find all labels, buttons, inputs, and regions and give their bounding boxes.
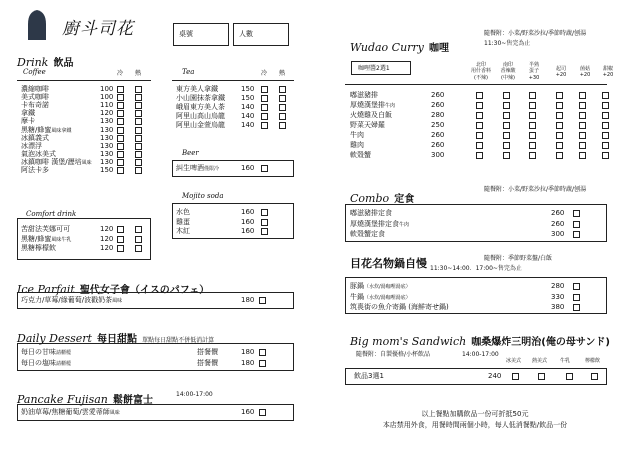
sandwich-title-en: Big mom's Sandwich: [350, 335, 467, 348]
sandwich-checkbox[interactable]: [566, 373, 573, 380]
beer-checkbox[interactable]: [261, 165, 268, 172]
mojito-item: [176, 228, 190, 235]
sandwich-item-price: 240: [488, 372, 502, 380]
coffee-checkbox[interactable]: [135, 102, 142, 109]
hotpot-meal-note: 隨餐附：季節野菜盤/白飯: [484, 255, 553, 262]
pancake-item-note: 風味: [109, 410, 120, 416]
curry-item-name: 嘟滋豬排: [350, 91, 378, 99]
sandwich-drink-col: 檸檬飲: [585, 358, 601, 364]
combo-item-name: 軟殼蟹定食: [350, 230, 385, 238]
coffee-checkbox[interactable]: [135, 94, 142, 101]
coffee-item-price: 130: [100, 125, 114, 134]
combo-meal-note: 隨餐附：小菜/野菜沙拉/季節時蔬/刨湯: [484, 186, 587, 193]
tea-item-price: 150: [241, 85, 255, 93]
coffee-checkbox[interactable]: [117, 127, 124, 134]
curry-checkbox[interactable]: [556, 92, 563, 99]
table-number-field[interactable]: [173, 23, 229, 46]
sandwich-time: 14:00-17:00: [462, 351, 499, 358]
parfait-checkbox[interactable]: [259, 297, 266, 304]
dessert-checkbox[interactable]: [259, 360, 266, 367]
beer-title: Beer: [182, 149, 199, 157]
logo-text: 廚斗司花: [62, 19, 134, 39]
combo-item: [350, 221, 409, 228]
curry-item-name: 火燒雞及白飯: [350, 111, 392, 119]
coffee-item-name: 冰鎮咖啡 漢堡/瀝培: [21, 157, 82, 166]
table-number-label: 桌號: [179, 30, 193, 38]
curry-item-price: 260: [431, 141, 445, 149]
mojito-item-price: 160: [241, 208, 255, 216]
coffee-item-name: 阿法卡多: [21, 166, 49, 174]
tea-item-name: 阿里山高山烏龍: [176, 112, 225, 120]
curry-item-price: 280: [431, 111, 445, 119]
curry-checkbox[interactable]: [602, 92, 609, 99]
curry-checkbox[interactable]: [556, 102, 563, 109]
curry-checkbox[interactable]: [503, 152, 510, 159]
hotpot-item-price: 280: [551, 282, 565, 290]
curry-item-name: 厚燒漢堡排: [350, 101, 385, 109]
parfait-item-price: 180: [241, 296, 255, 304]
tea-item-name: 小山園抹茶拿鐵: [176, 94, 225, 102]
sandwich-drink-col: 冰美式: [506, 358, 522, 364]
coffee-item-price: 100: [100, 93, 114, 102]
dessert-item-note: 請櫃檯: [56, 361, 72, 367]
coffee-item: [21, 118, 35, 125]
curry-item-name: 雞肉: [350, 141, 364, 149]
coffee-item: [21, 143, 42, 150]
comfort-checkbox[interactable]: [135, 236, 142, 243]
curry-checkbox[interactable]: [579, 122, 586, 129]
combo-title-zh: 定食: [394, 194, 415, 205]
coffee-title: Coffee: [23, 68, 46, 76]
sandwich-drink-col: 熱美式: [532, 358, 548, 364]
coffee-item-price: 130: [100, 117, 114, 126]
combo-item-price: 300: [551, 230, 565, 238]
coffee-checkbox[interactable]: [117, 143, 124, 150]
curry-column-header: 起司 +20: [555, 66, 567, 79]
coffee-item-price: 110: [100, 101, 114, 110]
curry-item: [350, 102, 395, 109]
coffee-item-name: 拿鐵: [21, 109, 35, 118]
curry-checkbox[interactable]: [556, 132, 563, 139]
comfort-item: [21, 236, 71, 243]
coffee-checkbox[interactable]: [135, 135, 142, 142]
dessert-item-option: 搭餐價: [197, 348, 218, 356]
curry-checkbox[interactable]: [602, 132, 609, 139]
dessert-title-zh: 每日甜點: [97, 334, 138, 345]
coffee-checkbox[interactable]: [135, 118, 142, 125]
sandwich-item-name: 飲品3選1: [354, 372, 384, 380]
coffee-item-price: 100: [100, 85, 114, 93]
hotpot-checkbox[interactable]: [573, 283, 580, 290]
coffee-item: [21, 167, 49, 174]
hotpot-item-note: （水炊/湯咖哩湯底）: [364, 284, 411, 290]
combo-checkbox[interactable]: [573, 210, 580, 217]
curry-checkbox[interactable]: [476, 102, 483, 109]
dessert-item-option: 搭餐價: [197, 359, 218, 367]
curry-item-price: 260: [431, 91, 445, 99]
curry-checkbox[interactable]: [503, 92, 510, 99]
coffee-checkbox[interactable]: [117, 94, 124, 101]
curry-column-header: 甜椒 +20: [602, 66, 614, 79]
dessert-item-price: 180: [241, 348, 255, 356]
coffee-item-name: 美式咖啡: [21, 93, 49, 102]
curry-item: [350, 92, 378, 99]
curry-checkbox[interactable]: [529, 92, 536, 99]
curry-checkbox[interactable]: [476, 122, 483, 129]
sandwich-checkbox[interactable]: [591, 373, 598, 380]
parfait-item-note: 風味: [112, 298, 123, 304]
curry-checkbox[interactable]: [556, 152, 563, 159]
coffee-item-name: 摩卡: [21, 117, 35, 126]
tea-item-price: 140: [241, 103, 255, 111]
hotpot-item-price: 330: [551, 292, 565, 301]
curry-item: [350, 152, 371, 159]
curry-checkbox[interactable]: [602, 152, 609, 159]
tea-checkbox[interactable]: [279, 104, 286, 111]
beer-item-price: 160: [241, 164, 255, 172]
coffee-checkbox[interactable]: [117, 135, 124, 142]
dessert-item-price: 180: [241, 359, 255, 367]
hotpot-item-name: 豚鍋: [350, 282, 364, 290]
curry-checkbox[interactable]: [602, 122, 609, 129]
dessert-checkbox[interactable]: [259, 349, 266, 356]
coffee-checkbox[interactable]: [135, 86, 142, 93]
curry-title: [350, 36, 449, 55]
combo-item-price: 260: [551, 219, 565, 228]
hotpot-checkbox[interactable]: [573, 294, 580, 301]
tea-item-name: 阿里山金萱烏龍: [176, 121, 225, 129]
beer-item-note: 僅限冷: [204, 166, 220, 172]
coffee-item: [21, 159, 92, 166]
mojito-item-name: 水色: [176, 208, 190, 216]
mojito-title: Mojito soda: [182, 192, 224, 200]
coffee-item-note: 風味拿鐵: [51, 127, 72, 134]
pancake-item-price: 160: [241, 408, 255, 416]
coffee-item-price: 130: [100, 149, 114, 158]
coffee-checkbox[interactable]: [117, 167, 124, 174]
parfait-title-zh: 聖代女子會（イスのパフェ）: [79, 285, 210, 296]
coffee-checkbox[interactable]: [117, 151, 124, 158]
logo: [22, 8, 152, 42]
combo-checkbox[interactable]: [573, 231, 580, 238]
tea-item: [176, 113, 225, 120]
mojito-frame: [172, 203, 294, 239]
curry-checkbox[interactable]: [503, 132, 510, 139]
mojito-checkbox[interactable]: [261, 209, 268, 216]
coffee-item-price: 120: [100, 109, 114, 118]
pancake-title-en: Pancake Fujisan: [17, 393, 108, 406]
curry-checkbox[interactable]: [579, 112, 586, 119]
mojito-item: [176, 219, 190, 226]
mojito-item-price: 160: [241, 227, 255, 235]
tea-col-cold: 冷: [261, 70, 268, 77]
curry-item: [350, 112, 392, 119]
hotpot-time: 11:30~14:00．17:00~售完為止: [430, 265, 522, 272]
comfort-checkbox[interactable]: [117, 236, 124, 243]
combo-item-name: 嘟滋豬排定食: [350, 209, 392, 217]
curry-meal-note: 隨餐附：小菜/野菜沙拉/季節時蔬/刨湯: [484, 30, 587, 37]
coffee-col-cold: 冷: [117, 70, 124, 77]
curry-checkbox[interactable]: [579, 152, 586, 159]
dessert-subtitle: 單點每日甜點不併低消計算: [142, 337, 215, 344]
curry-checkbox[interactable]: [556, 142, 563, 149]
coffee-item: [21, 86, 49, 93]
curry-column-header: 半熟 蛋子 +30: [528, 62, 540, 81]
mojito-item-name: 木紅: [176, 227, 190, 235]
parfait-item-name: 巧克力/草莓/綠葡萄/波戳奶茶風味: [21, 296, 123, 304]
curry-checkbox[interactable]: [503, 102, 510, 109]
coffee-checkbox[interactable]: [135, 159, 142, 166]
curry-title-zh: 咖哩: [429, 43, 449, 54]
comfort-item-price: 120: [100, 234, 114, 243]
drink-title-en: Drink: [17, 56, 49, 69]
tea-checkbox[interactable]: [279, 86, 286, 93]
curry-checkbox[interactable]: [556, 112, 563, 119]
tea-checkbox[interactable]: [261, 104, 268, 111]
coffee-checkbox[interactable]: [117, 102, 124, 109]
curry-item-price: 260: [431, 101, 445, 109]
tea-checkbox[interactable]: [261, 95, 268, 102]
coffee-item: [21, 135, 49, 142]
curry-item-name: 野菜天婦羅: [350, 121, 385, 129]
sandwich-title-zh: 咖桑爆炸三明治(俺の母サンド): [471, 337, 610, 348]
curry-title-en: Wudao Curry: [350, 41, 424, 54]
dessert-item-name: 每日の塩味: [21, 359, 56, 367]
comfort-item-price: 120: [100, 225, 114, 233]
coffee-item-name: 卡布奇諾: [21, 101, 49, 110]
drink-title-zh: 飲品: [53, 58, 74, 69]
coffee-item-price: 150: [100, 166, 114, 174]
comfort-title: Comfort drink: [26, 210, 77, 218]
curry-checkbox[interactable]: [579, 102, 586, 109]
comfort-item-name: 苦甜法芙娜可可: [21, 225, 70, 233]
sandwich-meal-note: 隨餐附：自製優格/小杯飲品: [356, 351, 431, 358]
beer-item: [176, 165, 219, 172]
tea-divider: [172, 80, 294, 81]
curry-checkbox[interactable]: [602, 142, 609, 149]
sandwich-checkbox[interactable]: [512, 373, 519, 380]
coffee-checkbox[interactable]: [117, 110, 124, 117]
tea-checkbox[interactable]: [261, 113, 268, 120]
tea-checkbox[interactable]: [261, 122, 268, 129]
mojito-item-name: 雞蛋: [176, 217, 190, 226]
logo-emblem-icon: [24, 10, 50, 40]
coffee-checkbox[interactable]: [135, 110, 142, 117]
curry-time: 11:30~售完為止: [484, 40, 531, 47]
coffee-item-price: 130: [100, 141, 114, 150]
combo-title-en: Combo: [350, 192, 390, 205]
tea-item: [176, 86, 218, 93]
curry-checkbox[interactable]: [602, 112, 609, 119]
sandwich-checkbox[interactable]: [538, 373, 545, 380]
curry-checkbox[interactable]: [476, 92, 483, 99]
hotpot-item: [350, 283, 411, 290]
tea-item-price: 150: [241, 94, 255, 102]
comfort-item-name: 黑糖檸檬飲: [21, 244, 56, 252]
coffee-divider: [17, 80, 151, 81]
tea-item: [176, 104, 225, 111]
tea-checkbox[interactable]: [261, 86, 268, 93]
curry-item-name: 軟殼蟹: [350, 151, 371, 159]
curry-checkbox[interactable]: [476, 152, 483, 159]
dessert-item-note: 請櫃檯: [56, 350, 72, 356]
curry-checkbox[interactable]: [579, 132, 586, 139]
curry-checkbox[interactable]: [602, 102, 609, 109]
tea-item-name: 峨眉東方美人茶: [176, 103, 225, 111]
coffee-checkbox[interactable]: [135, 127, 142, 134]
curry-checkbox[interactable]: [476, 112, 483, 119]
hotpot-item-note: （水炊/湯咖哩湯底）: [364, 294, 411, 301]
dessert-item: [21, 349, 71, 356]
coffee-checkbox[interactable]: [117, 118, 124, 125]
people-count-field[interactable]: [233, 23, 289, 46]
curry-item: [350, 142, 364, 149]
mojito-item: [176, 209, 190, 216]
people-count-label: 人數: [239, 30, 253, 38]
curry-checkbox[interactable]: [503, 112, 510, 119]
pancake-item-name: 奶油草莓/焦糖葡萄/雲愛蒂師風味: [21, 408, 120, 416]
hotpot-checkbox[interactable]: [573, 304, 580, 311]
curry-item-price: 250: [431, 121, 445, 129]
coffee-item-name: 冰漂浮: [21, 141, 42, 150]
coffee-item-note: 風味: [81, 159, 92, 166]
sandwich-title: [350, 330, 610, 349]
dessert-title-en: Daily Dessert: [17, 332, 92, 345]
curry-item-price: 260: [431, 131, 445, 139]
curry-checkbox[interactable]: [503, 142, 510, 149]
curry-checkbox[interactable]: [579, 142, 586, 149]
curry-checkbox[interactable]: [529, 152, 536, 159]
comfort-item-note: 風味牛乳: [51, 236, 72, 243]
curry-checkbox[interactable]: [503, 122, 510, 129]
comfort-item: [21, 245, 56, 252]
combo-checkbox[interactable]: [573, 221, 580, 228]
curry-item-price: 300: [431, 151, 445, 159]
tea-item: [176, 122, 225, 129]
coffee-item-price: 130: [100, 133, 114, 142]
hotpot-item-price: 380: [551, 303, 565, 311]
comfort-checkbox[interactable]: [135, 226, 142, 233]
coffee-checkbox[interactable]: [135, 167, 142, 174]
curry-checkbox[interactable]: [529, 142, 536, 149]
combo-item-note: 牛肉: [399, 221, 410, 228]
coffee-col-hot: 熱: [135, 70, 142, 77]
tea-title: Tea: [182, 68, 195, 76]
coffee-item-name: 氣泡冰美式: [21, 149, 56, 158]
comfort-item-price: 120: [100, 244, 114, 252]
mojito-checkbox[interactable]: [261, 228, 268, 235]
tea-checkbox[interactable]: [279, 113, 286, 120]
tea-checkbox[interactable]: [279, 122, 286, 129]
curry-checkbox[interactable]: [579, 92, 586, 99]
coffee-item-name: 黑糖/蜂蜜: [21, 125, 52, 134]
curry-item-name: 牛肉: [350, 131, 364, 139]
comfort-item-name: 黑糖/蜂蜜: [21, 234, 52, 243]
coffee-checkbox[interactable]: [117, 159, 124, 166]
coffee-checkbox[interactable]: [135, 143, 142, 150]
coffee-item: [21, 151, 56, 158]
coffee-item-price: 130: [100, 157, 114, 166]
curry-checkbox[interactable]: [529, 102, 536, 109]
dessert-item: [21, 360, 71, 367]
combo-item-name: 厚燒漢堡排定食: [350, 219, 399, 228]
curry-item-note: 牛肉: [385, 103, 396, 109]
mojito-item-price: 160: [241, 217, 255, 226]
hotpot-item-name: 筑喪街の魚介寄鍋 (海鮮寄せ鍋): [350, 303, 449, 311]
comfort-checkbox[interactable]: [135, 245, 142, 252]
combo-item-price: 260: [551, 209, 565, 217]
curry-column-header: 北印 用什香料 (不辣): [470, 62, 491, 81]
coffee-item: [21, 127, 71, 134]
curry-column-header: 菌菇 +20: [579, 66, 591, 79]
hotpot-item: [350, 294, 411, 301]
tea-item-price: 140: [241, 112, 255, 120]
curry-checkbox[interactable]: [529, 132, 536, 139]
combo-item: [350, 231, 385, 238]
hotpot-title: 目花名物鍋自慢: [350, 257, 427, 270]
curry-tag: 咖哩醬2選1: [351, 61, 411, 75]
comfort-checkbox[interactable]: [117, 245, 124, 252]
curry-item: [350, 132, 364, 139]
curry-divider: [345, 84, 607, 85]
coffee-checkbox[interactable]: [135, 151, 142, 158]
combo-item: [350, 210, 392, 217]
coffee-item-name: 冰鎮義式: [21, 133, 49, 142]
tea-col-hot: 熱: [279, 70, 286, 77]
curry-checkbox[interactable]: [529, 112, 536, 119]
tea-item-name: 東方美人拿鐵: [176, 85, 218, 93]
mojito-checkbox[interactable]: [261, 219, 268, 226]
parfait-title-en: Ice Parfait: [17, 283, 75, 296]
comfort-item: [21, 226, 70, 233]
tea-item-price: 140: [241, 121, 255, 129]
beer-item-name: 糾生啤酒: [176, 164, 204, 172]
pancake-time: 14:00-17:00: [176, 391, 213, 398]
footer-line-2: 本店禁用外食，用餐時間兩個小時，每人低消餐點/飲品一份: [382, 421, 568, 429]
footer-line-1: 以上餐點加購飲品一份可折抵50元: [421, 410, 529, 418]
comfort-checkbox[interactable]: [117, 226, 124, 233]
curry-checkbox[interactable]: [556, 122, 563, 129]
curry-checkbox[interactable]: [529, 122, 536, 129]
dessert-item-name: 每日の甘味: [21, 348, 56, 356]
curry-checkbox[interactable]: [476, 132, 483, 139]
curry-checkbox[interactable]: [476, 142, 483, 149]
curry-item: [350, 122, 385, 129]
curry-column-header: 南印 香辣酸 (中辣): [500, 62, 516, 81]
tea-item: [176, 95, 225, 102]
hotpot-item-name: 牛鍋: [350, 292, 364, 301]
hotpot-item: [350, 304, 449, 311]
sandwich-drink-col: 牛乳: [560, 358, 571, 364]
coffee-item-name: 濃縮咖啡: [21, 85, 49, 93]
tea-checkbox[interactable]: [279, 95, 286, 102]
coffee-checkbox[interactable]: [117, 86, 124, 93]
pancake-title-zh: 鬆餅富士: [112, 395, 153, 406]
